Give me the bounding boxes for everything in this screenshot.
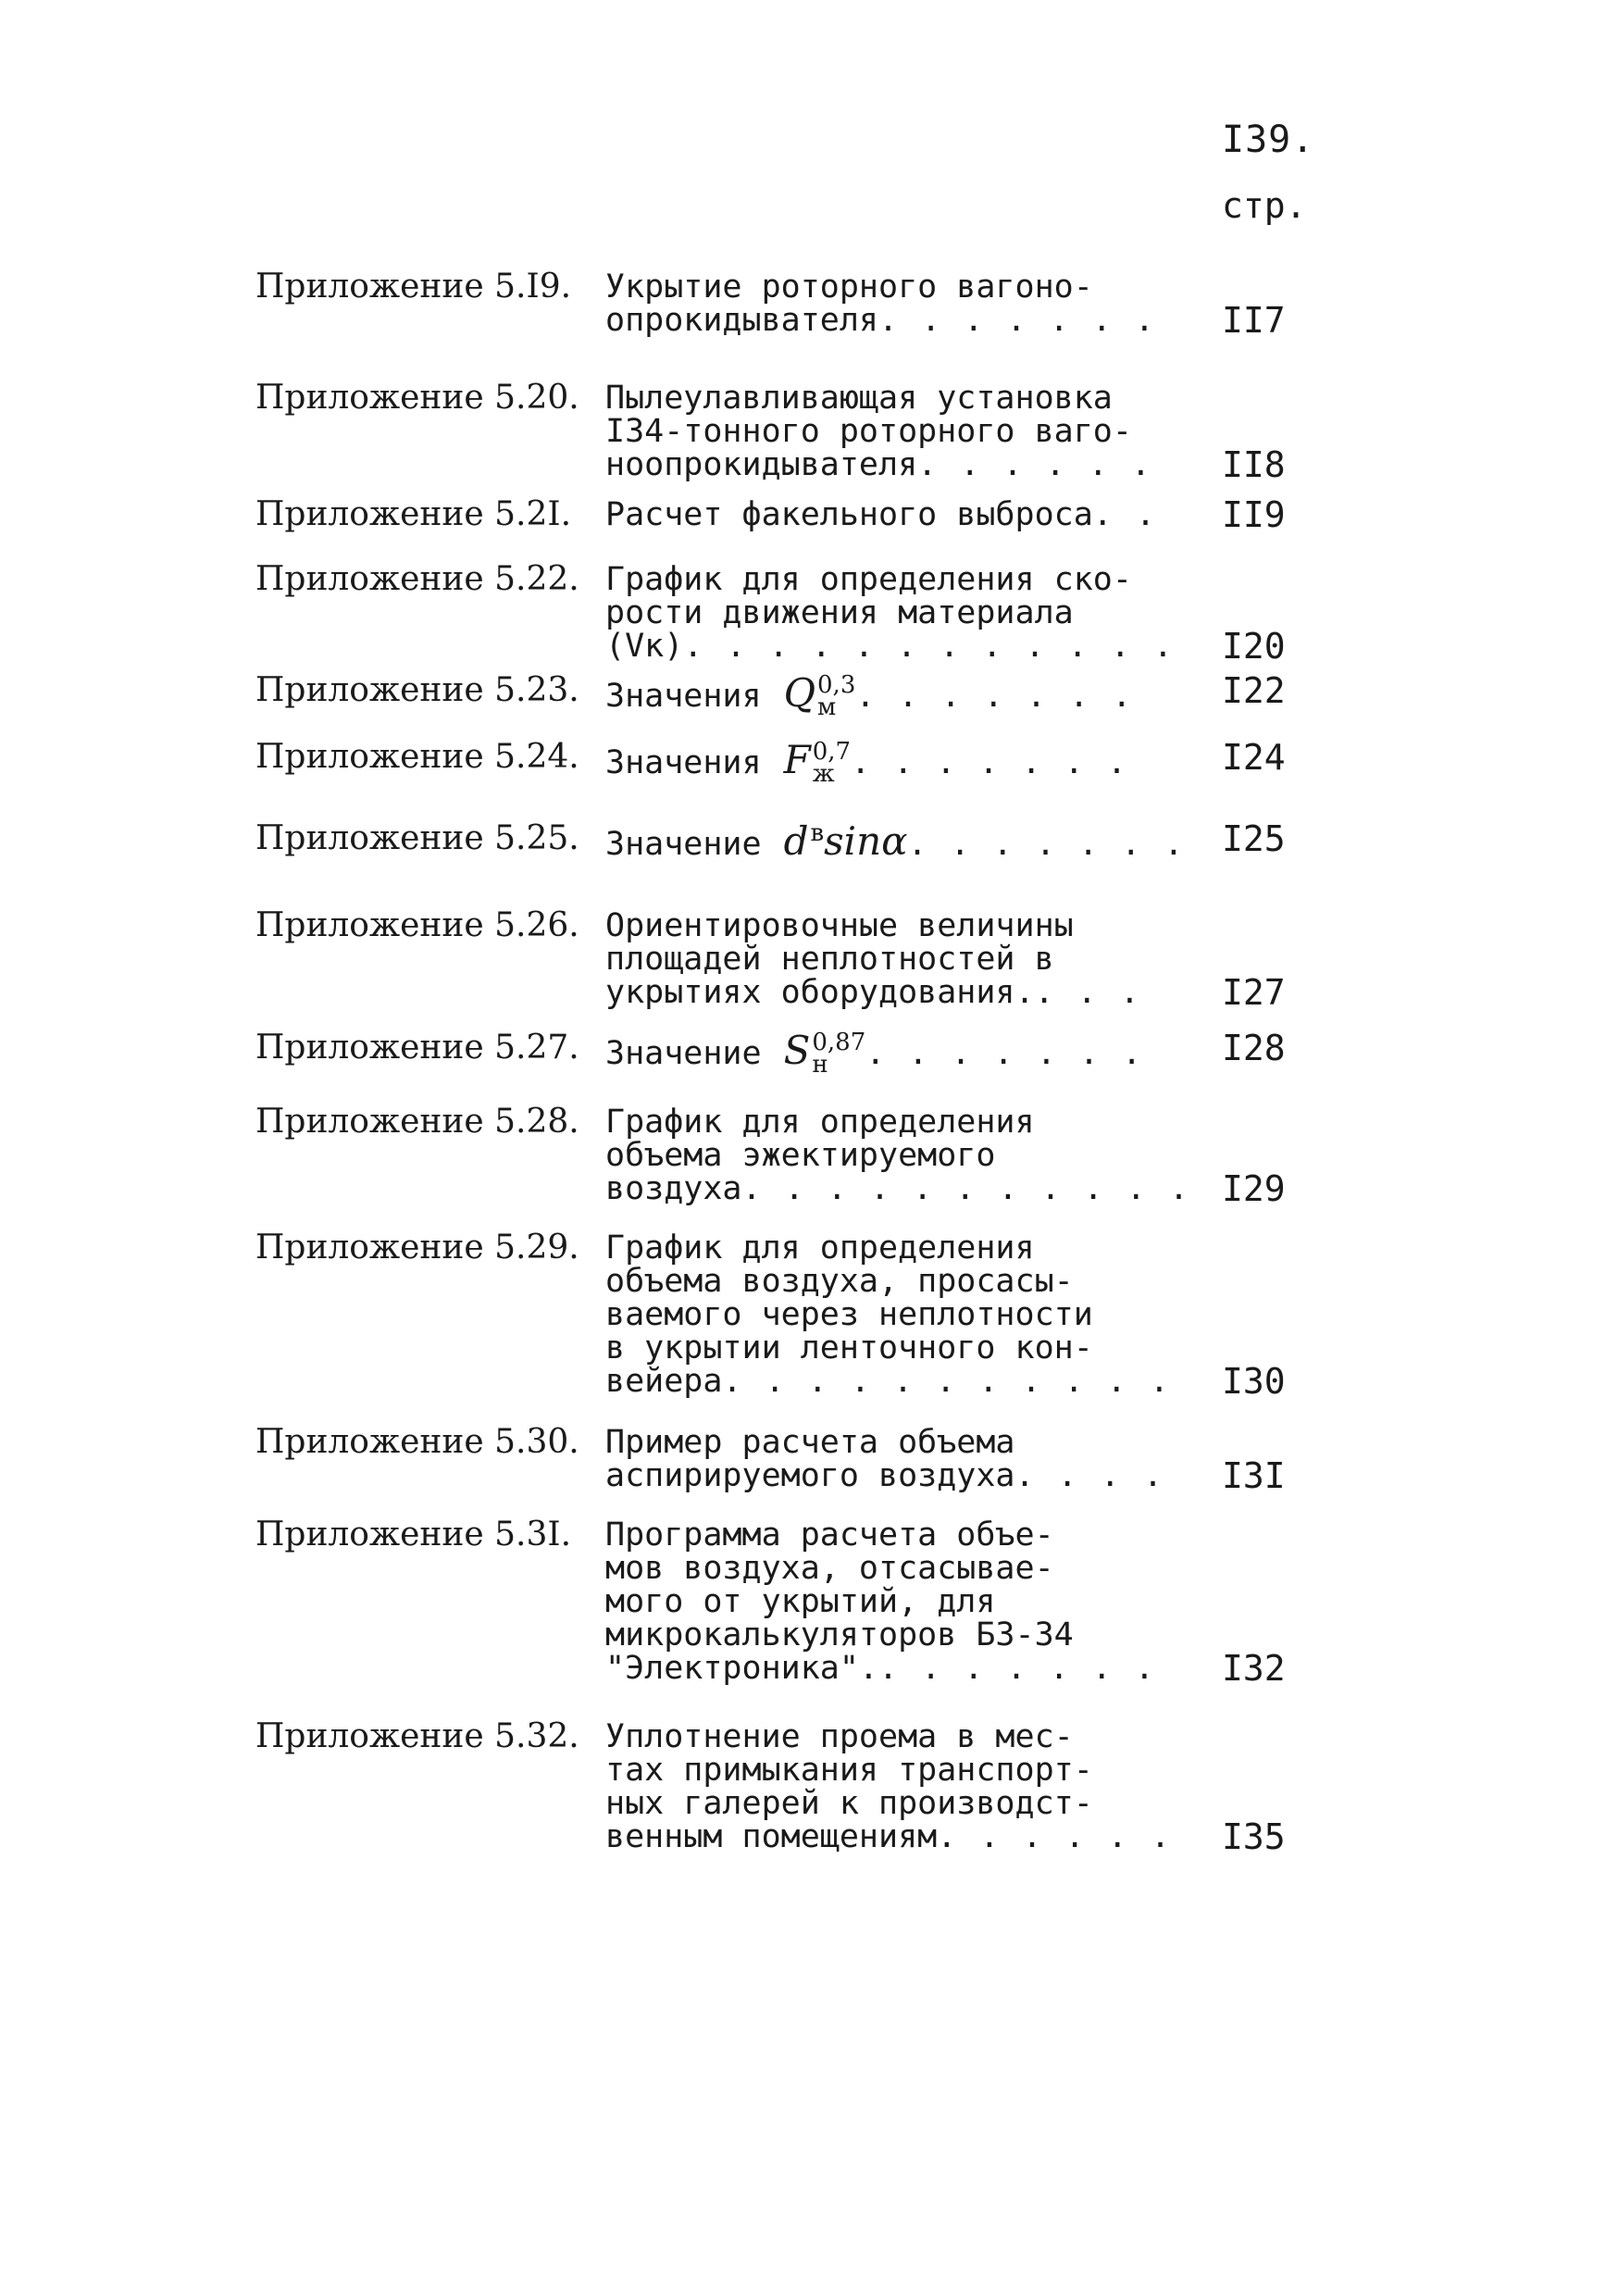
toc-entry-line [605,1028,1179,1079]
toc-entry-line-text: "Электроника". [605,1650,879,1687]
formula-superscript: 0,7 [812,738,852,766]
toc-entry-page: I22 [1222,670,1286,711]
toc-entry-title [605,270,1179,337]
toc-entry-line [605,1265,1179,1298]
page-column-label: стр. [1222,185,1307,226]
toc-entry-line [605,818,1186,867]
toc-entry-line [605,1585,1179,1618]
dot-leader: . . . . . . . [878,1650,1156,1687]
toc-entry-line [605,1618,1179,1652]
toc-entry-line-text: венным помещениям [605,1818,938,1855]
toc-entry-line-text: в укрытии ленточного кон- [605,1329,1093,1366]
toc-entry-line-text: опрокидывателя [605,302,879,339]
toc-entry-line [605,976,1179,1009]
toc-entry-page: II7 [1222,300,1286,341]
formula-subscript: ж [812,760,835,788]
toc-entry-page: I25 [1222,818,1286,859]
toc-entry-line [605,304,1179,337]
toc-entry-line [605,630,1179,663]
formula-base: F [783,737,811,782]
formula-superscript: 0,87 [812,1029,866,1056]
toc-entry-line-text: воздуха [605,1170,742,1207]
toc-entry-title [605,1028,1179,1079]
toc-entry-line [605,563,1179,596]
toc-entry-line-text: Значение [605,1035,762,1072]
dot-leader: . . . . . . . . . . . . [683,628,1175,665]
toc-entry-line-text: микрокалькуляторов БЗ-34 [605,1616,1074,1653]
toc-entry-line-text: График для определения [605,1229,1035,1267]
toc-entry-line-text: Значения [605,678,762,715]
toc-entry-line-text: Пылеулавливающая установка [605,380,1113,417]
toc-entry-line [605,942,1179,976]
toc-entry-line-text: ваемого через неплотности [605,1296,1093,1333]
toc-entry-line [605,1518,1179,1552]
toc-entry-line [605,670,1179,721]
toc-entry-page: I3I [1222,1455,1286,1496]
toc-entry-page: II8 [1222,444,1286,485]
toc-entry-line [605,1426,1179,1459]
toc-entry-label: Приложение 5.27. [255,1029,579,1067]
toc-entry-line-text: аспирируемого воздуха [605,1457,1015,1494]
toc-entry-line [605,1365,1179,1398]
toc-entry-line [605,1787,1179,1820]
toc-entry-line [605,909,1179,942]
toc-entry-line [605,1139,1179,1172]
toc-entry-label: Приложение 5.29. [255,1229,579,1267]
toc-entry-line-text: Укрытие роторного вагоно- [605,268,1093,306]
toc-entry-title [605,737,1179,788]
dot-leader: . . . . . . . [855,678,1134,715]
toc-entry-label: Приложение 5.24. [255,738,579,776]
toc-entry-label: Приложение 5.I9. [255,268,572,306]
toc-entry-title [605,498,1179,531]
formula-tail: sinα [824,818,908,864]
toc-entry-line-text: Уплотнение проема в мес- [605,1718,1074,1755]
toc-entry-line [605,415,1179,448]
toc-entry-line-text: объема эжектируемого [605,1137,996,1174]
toc-entry-line [605,737,1179,788]
toc-entry-label: Приложение 5.2I. [255,495,572,533]
toc-entry-line-text: вейера [605,1363,723,1400]
toc-entry-line [605,1298,1179,1331]
toc-entry-title [605,670,1179,721]
toc-entry-page: I35 [1222,1816,1286,1857]
formula-base: d [783,818,809,864]
toc-entry-line [605,1331,1179,1365]
toc-entry-label: Приложение 5.23. [255,671,579,709]
toc-entry-line-text: рости движения материала [605,594,1074,631]
formula [783,737,852,788]
formula-subscript: н [812,1051,828,1079]
toc-entry-title [605,1720,1179,1853]
toc-entry-line-text: График для определения [605,1104,1035,1141]
toc-entry-title [605,909,1179,1009]
toc-entry-line-text: объема воздуха, просасы- [605,1263,1074,1300]
toc-entry-label: Приложение 5.25. [255,819,579,857]
toc-entry-label: Приложение 5.26. [255,906,579,944]
dot-leader: . . . [1034,974,1141,1011]
formula [783,1028,866,1079]
dot-leader: . . . . [1014,1457,1165,1494]
formula-base: S [783,1028,811,1073]
toc-entry-line [605,1720,1179,1753]
dot-leader: . . . . . . . [865,1035,1144,1072]
toc-entry-line-text: ных галерей к производст- [605,1785,1093,1822]
toc-entry-line [605,1105,1179,1139]
formula-superscript: в [810,819,825,847]
toc-entry-title [605,818,1186,867]
toc-entry-line [605,1753,1179,1787]
dot-leader: . . . . . . . . . . . [741,1170,1191,1207]
toc-entry-page: I29 [1222,1168,1286,1209]
toc-entry-line-text: Пример расчета объема [605,1424,1015,1461]
toc-entry-label: Приложение 5.20. [255,379,579,417]
toc-entry-line [605,498,1179,531]
toc-entry-page: I32 [1222,1648,1286,1689]
toc-entry-line [605,448,1179,481]
toc-entry-line [605,1170,1191,1207]
toc-entry-label: Приложение 5.30. [255,1423,579,1461]
toc-entry-page: I27 [1222,972,1286,1013]
toc-entry-line [605,1552,1179,1585]
toc-entry-line [605,1231,1179,1265]
toc-entry-page: II9 [1222,494,1286,535]
toc-entry-line-text: Ориентировочные величины [605,907,1074,944]
toc-entry-label: Приложение 5.22. [255,560,579,598]
toc-entry-line [605,596,1179,630]
toc-entry-line-text: I34-тонного роторного ваго- [605,413,1132,450]
toc-entry-line-text: укрытиях оборудования. [605,974,1035,1011]
toc-entry-line-text: мов воздуха, отсасывае- [605,1550,1054,1587]
toc-entry-line-text: площадей неплотностей в [605,941,1054,978]
toc-entry-line-text: мого от укрытий, для [605,1583,996,1620]
dot-leader: . . . . . . . [907,826,1186,863]
toc-entry-title [605,1518,1179,1685]
formula-subscript: м [817,693,837,721]
toc-entry-label: Приложение 5.3I. [255,1516,572,1554]
formula-superscript: 0,3 [817,671,856,699]
toc-entry-line-text: График для определения ско- [605,561,1132,598]
toc-entry-line [605,1820,1179,1853]
toc-entry-label: Приложение 5.28. [255,1103,579,1141]
dot-leader: . . . . . . . . . . . [722,1363,1171,1400]
dot-leader: . . . . . . . [851,744,1129,781]
toc-entry-line-text: Значение [605,826,762,863]
formula-subscript [810,844,824,867]
toc-entry-line-text: (Vк) [605,628,684,665]
toc-entry-line-text: тах примыкания транспорт- [605,1752,1093,1789]
formula [783,670,856,721]
toc-entry-line [605,381,1179,415]
toc-entry-line-text: Значения [605,744,762,781]
formula [783,818,908,867]
toc-entry-line [605,1459,1179,1492]
dot-leader: . . . . . . . [878,302,1156,339]
dot-leader: . . . . . . [937,1818,1173,1855]
toc-entry-line-text: Расчет факельного выброса [605,496,1093,533]
toc-entry-page: I28 [1222,1028,1286,1068]
toc-entry-title [605,381,1179,481]
toc-entry-line [605,270,1179,304]
toc-entry-title [605,1426,1179,1492]
formula-base: Q [783,670,816,716]
toc-entry-page: I24 [1222,737,1286,778]
toc-entry-label: Приложение 5.32. [255,1717,579,1755]
toc-entry-page: I20 [1222,626,1286,667]
page-number: I39. [1222,119,1315,161]
toc-entry-title [605,563,1179,663]
toc-entry-title [605,1104,1191,1207]
toc-entry-page: I30 [1222,1361,1286,1402]
toc-entry-line-text: Программа расчета объе- [605,1516,1054,1554]
dot-leader: . . [1092,496,1158,533]
toc-entry-line-text: ноопрокидывателя [605,446,918,483]
dot-leader: . . . . . . [917,446,1152,483]
toc-entry-line [605,1652,1179,1685]
toc-entry-title [605,1231,1179,1398]
